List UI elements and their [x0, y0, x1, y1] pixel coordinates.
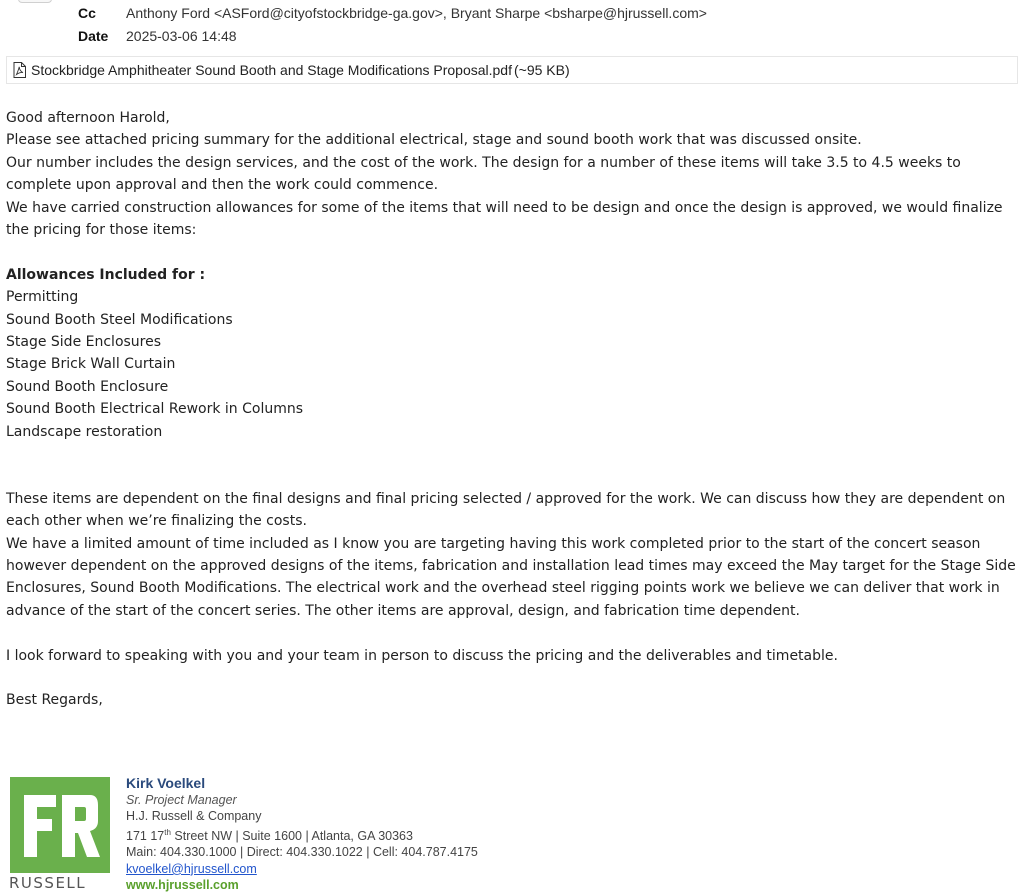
allowance-item: Sound Booth Steel Modifications: [6, 311, 233, 328]
email-signature: [126, 774, 478, 894]
blank-line: [6, 465, 1022, 487]
attachment-size: (~95 KB): [513, 62, 570, 78]
russell-logo-icon: [10, 777, 110, 873]
blank-line: [6, 241, 1022, 263]
signature-company: H.J. Russell & Company: [126, 809, 262, 824]
attachment-filename[interactable]: Stockbridge Amphitheater Sound Booth and Stage Modifications Proposal.pdf: [31, 62, 512, 78]
body-paragraph-5: We have a limited amount of time included as I know you are targeting having this work completed prior to the start of the concert season however dependent on the approved designs of the items, fabrication and installation lead times may exceed the May target for the Stage Side Enclosures, Sound Booth Modifications. The electrical work and the overhead steel rigging points work we believe we can deliver that work in advance of the start of the concert series. The other items are approval, design, and fabrication time dependent.: [6, 535, 1016, 619]
signature-title: Sr. Project Manager: [126, 793, 237, 807]
date-label: Date: [78, 28, 109, 44]
allowance-item: Landscape restoration: [6, 423, 163, 440]
body-paragraph-6: I look forward to speaking with you and your team in person to discuss the pricing and the deliverables and timetable.: [6, 647, 838, 664]
date-row: [78, 26, 237, 46]
allowance-item: Permitting: [6, 289, 79, 306]
signature-phones: Main: 404.330.1000 | Direct: 404.330.1022 | Cell: 404.787.4175: [126, 845, 478, 860]
signature-website-link[interactable]: www.hjrussell.com: [126, 878, 239, 893]
signature-email-link[interactable]: kvoelkel@hjrussell.com: [126, 861, 257, 876]
cc-row: [78, 3, 707, 23]
cc-recipients[interactable]: Anthony Ford <ASFord@cityofstockbridge-ga.gov>, Bryant Sharpe <bsharpe@hjrussell.com>: [126, 5, 707, 21]
body-paragraph-3: We have carried construction allowances for some of the items that will need to be design and once the design is approved, we would finalize the pricing for those items:: [6, 199, 1003, 239]
logo-wordmark: RUSSELL: [9, 874, 87, 892]
body-paragraph-4: These items are dependent on the final designs and final pricing selected / approved for the work. We can discuss how they are dependent on each other when we’re finalizing the costs.: [6, 490, 1006, 530]
allowance-item: Sound Booth Electrical Rework in Columns: [6, 401, 304, 418]
allowance-item: Sound Booth Enclosure: [6, 378, 169, 395]
date-value: 2025-03-06 14:48: [126, 28, 237, 44]
greeting: Good afternoon Harold,: [6, 110, 170, 126]
signature-name: Kirk Voelkel: [126, 775, 206, 791]
closing: Best Regards,: [6, 692, 103, 709]
allowance-item: Stage Brick Wall Curtain: [6, 356, 176, 373]
message-body: [6, 107, 1022, 712]
signature-address: [126, 825, 478, 845]
attachment-item[interactable]: [6, 56, 1018, 84]
address-ordinal: th: [164, 827, 171, 837]
body-paragraph-2: Our number includes the design services, and the cost of the work. The design for a number of these items will take 3.5 to 4.5 weeks to complete upon approval and then the work could commence.: [6, 154, 961, 194]
allowance-item: Stage Side Enclosures: [6, 334, 162, 351]
blank-line: [6, 443, 1022, 465]
cc-label: Cc: [78, 5, 96, 21]
allowances-heading: Allowances Included for :: [6, 266, 206, 283]
pdf-icon: [13, 62, 26, 78]
address-street-number: 171 17: [126, 828, 165, 843]
address-rest: Street NW | Suite 1600 | Atlanta, GA 30363: [170, 828, 413, 843]
body-paragraph-1: Please see attached pricing summary for the additional electrical, stage and sound booth work that was discussed onsite.: [6, 132, 862, 149]
blank-line: [6, 667, 1022, 689]
sender-avatar: [18, 0, 52, 3]
blank-line: [6, 622, 1022, 644]
